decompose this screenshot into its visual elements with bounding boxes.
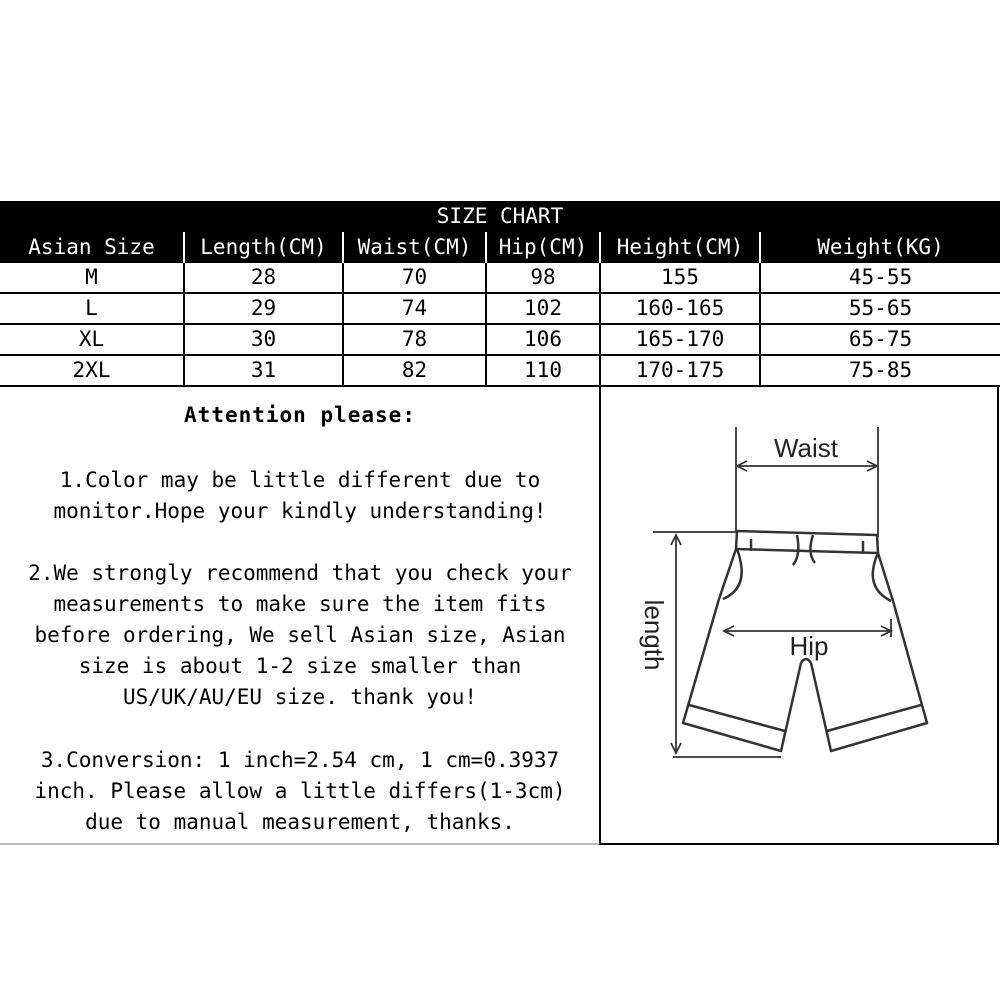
table-cell: XL (78, 327, 105, 351)
table-row (0, 294, 1000, 325)
divider (0, 843, 600, 845)
table-cell: 28 (183, 263, 342, 292)
note-line: monitor.Hope your kindly understanding! (53, 499, 547, 523)
note-line: US/UK/AU/EU size. thank you! (122, 685, 477, 709)
note-measurements (0, 558, 600, 713)
note-line: size is about 1-2 size smaller than (78, 654, 522, 678)
table-row (0, 356, 1000, 387)
note-conversion (0, 745, 600, 838)
length-label: length (639, 599, 669, 671)
table-cell: 74 (342, 294, 485, 323)
table-cell: 98 (485, 263, 599, 292)
note-line: due to manual measurement, thanks. (85, 810, 515, 834)
table-cell: 65-75 (759, 325, 1000, 354)
hip-label: Hip (789, 631, 829, 661)
table-cell: 30 (183, 325, 342, 354)
table-cell: 155 (599, 263, 759, 292)
table-cell: 170-175 (599, 356, 759, 385)
header-weight: Weight(KG) (759, 232, 1000, 263)
size-chart-table (0, 201, 1000, 387)
waist-label: Waist (773, 433, 839, 463)
table-cell: L (85, 296, 98, 320)
attention-notes (0, 389, 600, 845)
table-cell: 2XL (72, 358, 111, 382)
table-cell: 78 (342, 325, 485, 354)
note-line: inch. Please allow a little differs(1-3cm) (34, 779, 566, 803)
note-line: before ordering, We sell Asian size, Asian (34, 623, 566, 647)
header-asian-size: Asian Size (28, 235, 155, 259)
attention-title: Attention please: (184, 403, 416, 427)
table-cell: M (85, 265, 98, 289)
header-length: Length(CM) (183, 232, 342, 263)
table-cell: 45-55 (759, 263, 1000, 292)
table-cell: 106 (485, 325, 599, 354)
table-row (0, 263, 1000, 294)
note-line: 3.Conversion: 1 inch=2.54 cm, 1 cm=0.3937 (40, 748, 560, 772)
header-waist: Waist(CM) (342, 232, 485, 263)
header-hip: Hip(CM) (485, 232, 599, 263)
note-line: 1.Color may be little different due to (59, 468, 541, 492)
table-cell: 160-165 (599, 294, 759, 323)
shorts-diagram-panel (599, 387, 999, 845)
table-cell: 55-65 (759, 294, 1000, 323)
table-cell: 31 (183, 356, 342, 385)
header-height: Height(CM) (599, 232, 759, 263)
table-cell: 75-85 (759, 356, 1000, 385)
table-cell: 102 (485, 294, 599, 323)
size-chart-title: SIZE CHART (0, 201, 1000, 232)
table-cell: 82 (342, 356, 485, 385)
table-cell: 110 (485, 356, 599, 385)
table-cell: 70 (342, 263, 485, 292)
table-cell: 29 (183, 294, 342, 323)
note-line: 2.We strongly recommend that you check your (28, 561, 572, 585)
note-color (0, 465, 600, 527)
table-header-row (0, 232, 1000, 263)
shorts-diagram (601, 387, 999, 843)
note-line: measurements to make sure the item fits (53, 592, 547, 616)
table-row (0, 325, 1000, 356)
table-cell: 165-170 (599, 325, 759, 354)
